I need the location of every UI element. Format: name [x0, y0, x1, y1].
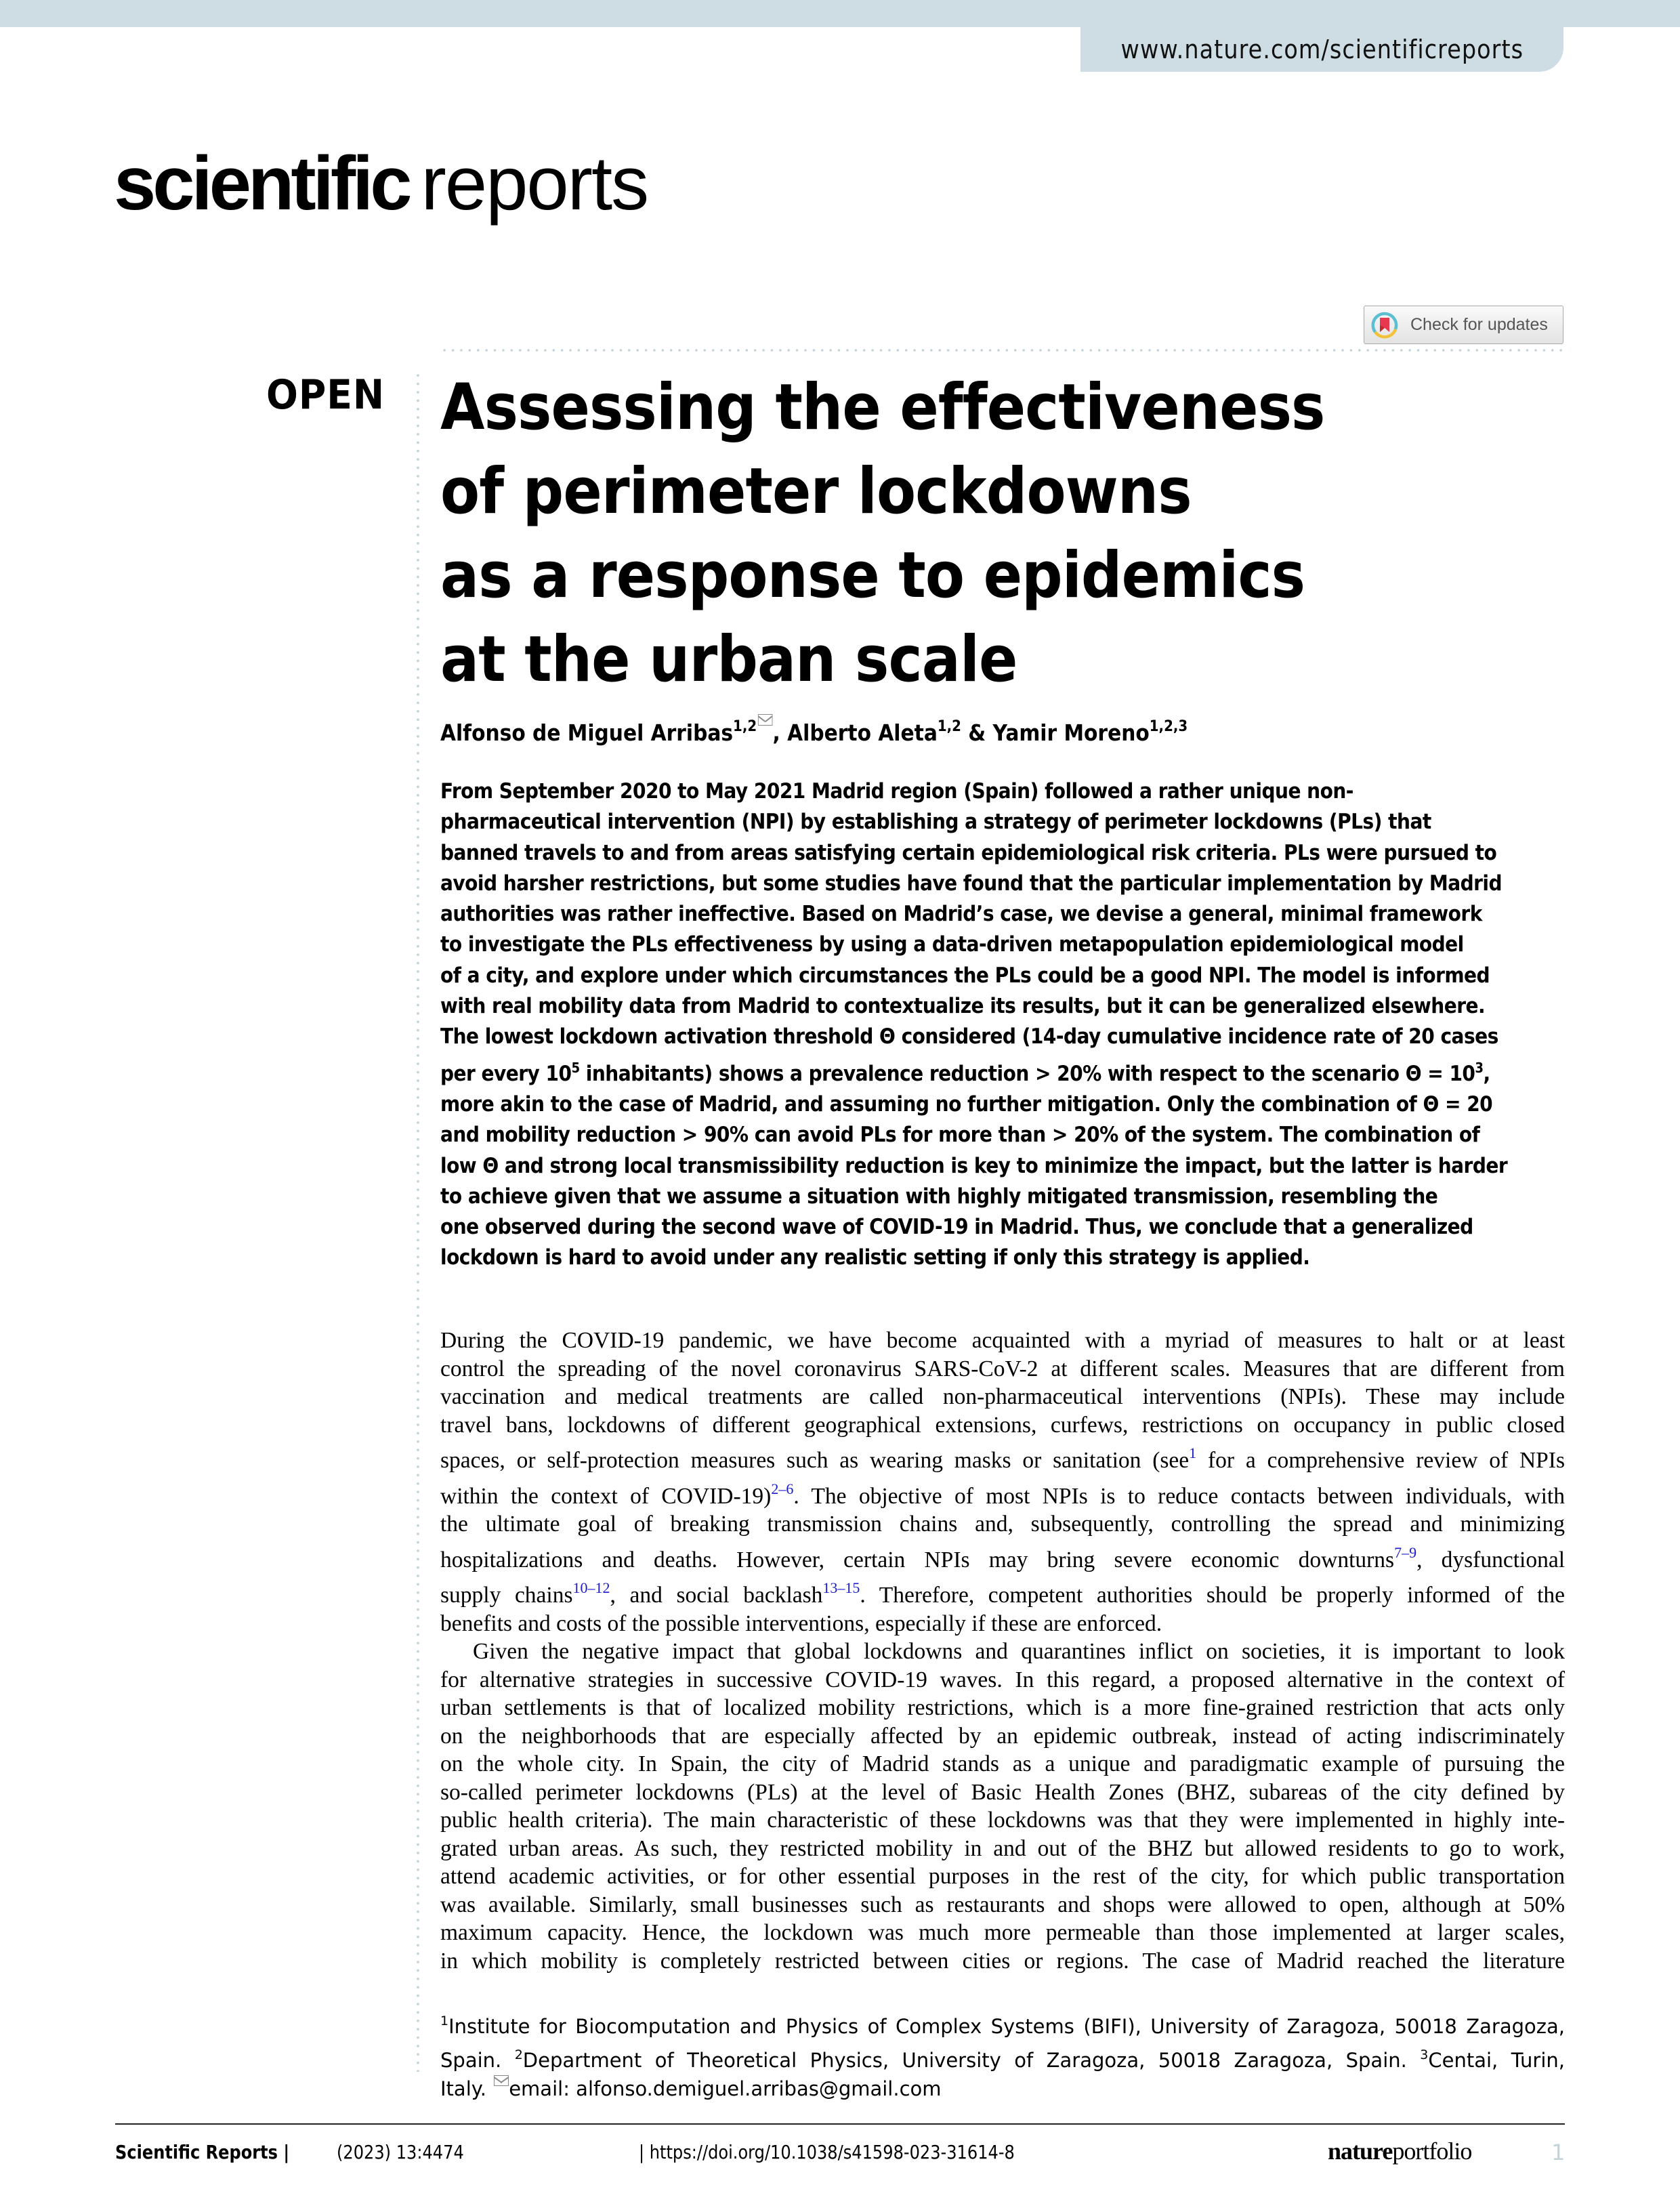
author-name[interactable]: Yamir Moreno — [992, 720, 1150, 746]
body-line: so-called perimeter lockdowns (PLs) at the level of Basic Health Zones (BHZ, subareas of the city defined by — [440, 1779, 1565, 1805]
abstract-text: per every 10 — [440, 1061, 572, 1086]
author-affiliation-ref: 1,2 — [733, 718, 757, 735]
body-line: control the spreading of the novel coronavirus SARS-CoV-2 at different scales. Measures that are different from — [440, 1356, 1565, 1381]
body-text-fragment: supply chains — [440, 1583, 573, 1608]
abstract-text: inhabitants) shows a prevalence reduction > 20% with respect to the scenario Θ = 10 — [579, 1061, 1475, 1086]
abstract-line: avoid harsher restrictions, but some studies have found that the particular implementation by Madrid — [440, 871, 1503, 896]
abstract-line: banned travels to and from areas satisfying certain epidemiological risk criteria. PLs were pursued to — [440, 840, 1497, 865]
brand-light: portfolio — [1392, 2138, 1472, 2165]
author-list — [440, 714, 1188, 746]
body-line: in which mobility is completely restricted between cities or regions. The case of Madrid reached the literature — [440, 1948, 1565, 1974]
body-line — [440, 1439, 1565, 1475]
page-number: 1 — [1551, 2140, 1566, 2165]
citation-link[interactable]: 1 — [1189, 1444, 1197, 1461]
author-affiliation-ref: 1,2,3 — [1149, 718, 1188, 735]
affiliation-line — [440, 2007, 1565, 2041]
journal-url-tab[interactable] — [1080, 27, 1563, 72]
body-line: was available. Similarly, small businesses such as restaurants and shops were allowed to open, although at 50% — [440, 1892, 1565, 1917]
author-separator: , — [772, 720, 788, 746]
abstract-line: authorities was rather ineffective. Based on Madrid’s case, we devise a general, minimal framework — [440, 902, 1482, 927]
affiliation-text: Spain. — [440, 2049, 515, 2072]
email-envelope-icon — [494, 2075, 509, 2086]
body-line — [440, 1475, 1565, 1511]
abstract — [440, 776, 1578, 1274]
article-title — [440, 366, 1355, 702]
abstract-line: low Θ and strong local transmissibility reduction is key to minimize the impact, but the latter is harder — [440, 1153, 1508, 1178]
body-line — [440, 1539, 1565, 1575]
title-line: at the urban scale — [440, 623, 1017, 696]
body-line: attend academic activities, or for other essential purposes in the rest of the city, for which public transportation — [440, 1864, 1565, 1889]
body-line: Given the negative impact that global lockdowns and quarantines inflict on societies, it is important to look — [473, 1639, 1565, 1664]
author-separator: & — [961, 720, 993, 746]
body-text-fragment: for a comprehensive review of NPIs — [1196, 1448, 1566, 1473]
body-text-fragment: . Therefore, competent authorities should be properly informed of the — [860, 1583, 1565, 1608]
crossmark-icon — [1371, 312, 1398, 339]
main-body-text — [440, 1327, 1565, 1975]
title-line: as a response to epidemics — [440, 539, 1305, 612]
abstract-line: From September 2020 to May 2021 Madrid region (Spain) followed a rather unique non- — [440, 779, 1353, 804]
exponent: 3 — [1475, 1059, 1484, 1076]
footer-doi-link[interactable]: | https://doi.org/10.1038/s41598-023-31614-8 — [639, 2141, 1015, 2163]
body-text-fragment: within the context of COVID-19) — [440, 1483, 772, 1509]
body-text-fragment: . The objective of most NPIs is to reduce contacts between individuals, with — [793, 1483, 1565, 1509]
abstract-line: of a city, and explore under which circumstances the PLs could be a good NPI. The model is informed — [440, 963, 1490, 988]
footer-divider — [115, 2123, 1565, 2125]
title-line: Assessing the effectiveness — [440, 371, 1325, 444]
journal-url[interactable]: www.nature.com/scientificreports — [1120, 35, 1524, 64]
affiliation-text: Institute for Biocomputation and Physics of Complex Systems (BIFI), University of Zaragoza, 50018 Zaragoza, — [448, 2015, 1565, 2038]
affiliations — [440, 2007, 1565, 2103]
body-text-fragment: hospitalizations and deaths. However, certain NPIs may bring severe economic downturns — [440, 1547, 1395, 1572]
affiliation-text: Italy. — [440, 2077, 493, 2100]
exponent: 5 — [571, 1059, 580, 1076]
horizontal-dotted-divider — [440, 349, 1565, 352]
affiliation-text: Department of Theoretical Physics, University of Zaragoza, 50018 Zaragoza, Spain. — [522, 2049, 1421, 2072]
body-line: urban settlements is that of localized mobility restrictions, which is a more fine-grained restriction that acts only — [440, 1695, 1565, 1720]
author-name[interactable]: Alberto Aleta — [787, 720, 938, 746]
brand-bold: nature — [1328, 2138, 1393, 2165]
open-access-label: OPEN — [266, 371, 385, 419]
affiliation-line — [440, 2075, 1565, 2103]
logo-light-text: reports — [421, 141, 648, 226]
abstract-line: The lowest lockdown activation threshold Θ considered (14-day cumulative incidence rate of 20 cases — [440, 1024, 1498, 1049]
body-line: travel bans, lockdowns of different geographical extensions, curfews, restrictions on occupancy in public closed — [440, 1412, 1565, 1438]
citation-link[interactable]: 10–12 — [572, 1579, 610, 1596]
body-line: During the COVID-19 pandemic, we have become acquainted with a myriad of measures to halt or at least — [440, 1328, 1565, 1353]
check-for-updates-button[interactable] — [1364, 306, 1563, 344]
abstract-line: one observed during the second wave of COVID-19 in Madrid. Thus, we conclude that a generalized — [440, 1215, 1473, 1240]
affiliation-line — [440, 2041, 1565, 2075]
abstract-text: , — [1483, 1061, 1490, 1086]
abstract-line: lockdown is hard to avoid under any realistic setting if only this strategy is applied. — [440, 1245, 1310, 1270]
affiliation-number: 2 — [514, 2047, 523, 2062]
affiliation-text: Centai, Turin, — [1428, 2049, 1565, 2072]
email-envelope-icon[interactable] — [758, 714, 773, 726]
body-line: vaccination and medical treatments are called non-pharmaceutical interventions (NPIs). These may include — [440, 1384, 1565, 1409]
abstract-line: and mobility reduction > 90% can avoid PLs for more than > 20% of the system. The combination of — [440, 1123, 1480, 1148]
abstract-line — [440, 1053, 1490, 1089]
nature-portfolio-logo — [1328, 2137, 1471, 2164]
abstract-line: to achieve given that we assume a situation with highly mitigated transmission, resembling the — [440, 1184, 1438, 1209]
body-text-fragment: spaces, or self-protection measures such as wearing masks or sanitation (see — [440, 1448, 1190, 1473]
body-line: on the whole city. In Spain, the city of Madrid stands as a unique and paradigmatic example of pursuing the — [440, 1751, 1565, 1776]
affiliation-number: 1 — [440, 2014, 449, 2028]
footer-journal-name: Scientific Reports | — [115, 2141, 290, 2163]
corresponding-email-link[interactable]: email: alfonso.demiguel.arribas@gmail.com — [509, 2077, 942, 2100]
body-line — [440, 1574, 1565, 1610]
body-text-fragment: , dysfunctional — [1416, 1547, 1565, 1572]
body-line: for alternative strategies in successive COVID-19 waves. In this regard, a proposed alternative in the context of — [440, 1667, 1565, 1692]
body-line: maximum capacity. Hence, the lockdown was much more permeable than those implemented at larger scales, — [440, 1920, 1565, 1945]
affiliation-number: 3 — [1420, 2047, 1429, 2062]
citation-link[interactable]: 2–6 — [771, 1480, 794, 1497]
abstract-line: with real mobility data from Madrid to contextualize its results, but it can be generalized elsewhere. — [440, 994, 1486, 1019]
abstract-line: more akin to the case of Madrid, and assuming no further mitigation. Only the combination of Θ = 20 — [440, 1091, 1493, 1117]
body-line: grated urban areas. As such, they restricted mobility in and out of the BHZ but allowed residents to go to work, — [440, 1835, 1565, 1861]
abstract-line: to investigate the PLs effectiveness by using a data-driven metapopulation epidemiological model — [440, 932, 1464, 957]
citation-link[interactable]: 13–15 — [822, 1579, 860, 1596]
citation-link[interactable]: 7–9 — [1394, 1543, 1417, 1561]
author-affiliation-ref: 1,2 — [937, 718, 961, 735]
vertical-dotted-divider — [417, 371, 419, 2072]
author-name[interactable]: Alfonso de Miguel Arribas — [440, 720, 734, 746]
body-line: on the neighborhoods that are especially affected by an epidemic outbreak, instead of acting indiscriminately — [440, 1723, 1565, 1749]
body-line: public health criteria). The main characteristic of these lockdowns was that they were implemented in highly inte- — [440, 1808, 1565, 1833]
check-for-updates-label: Check for updates — [1410, 315, 1548, 334]
footer-volume: (2023) 13:4474 — [337, 2141, 464, 2163]
logo-bold-text: scientific — [114, 141, 409, 226]
body-line: the ultimate goal of breaking transmission chains and, subsequently, controlling the spread and minimizing — [440, 1512, 1565, 1537]
title-line: of perimeter lockdowns — [440, 455, 1192, 528]
journal-logo — [114, 140, 648, 228]
body-line: benefits and costs of the possible interventions, especially if these are enforced. — [440, 1610, 1162, 1636]
body-text-fragment: , and social backlash — [610, 1583, 823, 1608]
header-accent-band — [0, 0, 1680, 27]
abstract-line: pharmaceutical intervention (NPI) by establishing a strategy of perimeter lockdowns (PLs) that — [440, 810, 1431, 835]
